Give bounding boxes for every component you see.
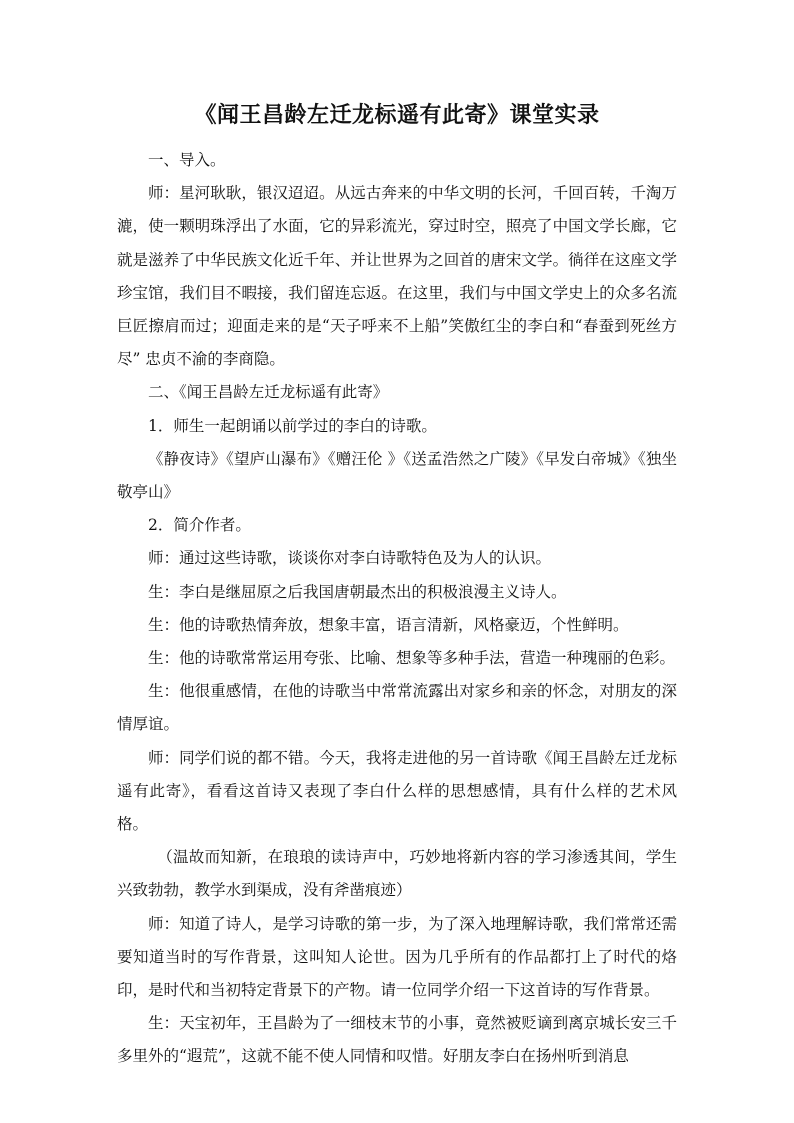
paragraph: 生：他的诗歌常常运用夸张、比喻、想象等多种手法，营造一种瑰丽的色彩。 <box>148 649 676 668</box>
paragraph: 生：李白是继屈原之后我国唐朝最杰出的积极浪漫主义诗人。 <box>148 582 567 601</box>
annotation-note: （温故而知新，在琅琅的读诗声中，巧妙地将新内容的学习渗透其间，学生兴致勃勃，教学水到渠成，没有斧凿痕迹） <box>117 848 677 900</box>
paragraph: 生：他的诗歌热情奔放，想象丰富，语言清新，风格豪迈，个性鲜明。 <box>148 615 629 634</box>
paragraph: 师：同学们说的都不错。今天，我将走进他的另一首诗歌《闻王昌龄左迁龙标遥有此寄》，看看这首诗又表现了李白什么样的思想感情，具有什么样的艺术风格。 <box>117 748 677 834</box>
paragraph: 师：星河耿耿，银汉迢迢。从远古奔来的中华文明的长河，千回百转，千淘万漉，使一颗明珠浮出了水面，它的异彩流光，穿过时空，照亮了中国文学长廊，它就是滋养了中华民族文化近千年、并让世界为之回首的唐宋文学。徜徉在这座文学珍宝馆，我们目不暇接，我们留连忘返。在这里，我们与中国文学史上的众多名流巨匠擦肩而过；迎面走来的是“天子呼来不上船”笑傲红尘的李白和“春蚕到死丝方尽” 忠贞不渝的李商隐。 <box>117 184 677 369</box>
paragraph: 师：知道了诗人，是学习诗歌的第一步，为了深入地理解诗歌，我们常常还需要知道当时的写作背景，这叫知人论世。因为几乎所有的作品都打上了时代的烙印，是时代和当初特定背景下的产物。请一位同学介绍一下这首诗的写作背景。 <box>117 914 677 1000</box>
document-page <box>117 96 677 1074</box>
paragraph: 生：天宝初年，王昌龄为了一细枝末节的小事，竟然被贬谪到离京城长安三千多里外的“遐荒”，这就不能不使人同情和叹惜。好朋友李白在扬州听到消息 <box>117 1014 677 1066</box>
paragraph: 1．师生一起朗诵以前学过的李白的诗歌。 <box>148 416 437 435</box>
section-heading-intro: 一、导入。 <box>148 151 226 169</box>
document-title: 《闻王昌龄左迁龙标遥有此寄》课堂实录 <box>194 103 600 128</box>
paragraph: 2．简介作者。 <box>148 516 251 535</box>
paragraph: 师：通过这些诗歌，谈谈你对李白诗歌特色及为人的认识。 <box>148 549 552 568</box>
section-heading-poem: 二、《闻王昌龄左迁龙标遥有此寄》 <box>148 383 389 402</box>
paragraph: 生：他很重感情，在他的诗歌当中常常流露出对家乡和亲的怀念，对朋友的深情厚谊。 <box>117 682 677 734</box>
poem-list: 《静夜诗》《望庐山瀑布》《赠汪伦 》《送孟浩然之广陵》《早发白帝城》《独坐敬亭山》 <box>117 449 677 502</box>
